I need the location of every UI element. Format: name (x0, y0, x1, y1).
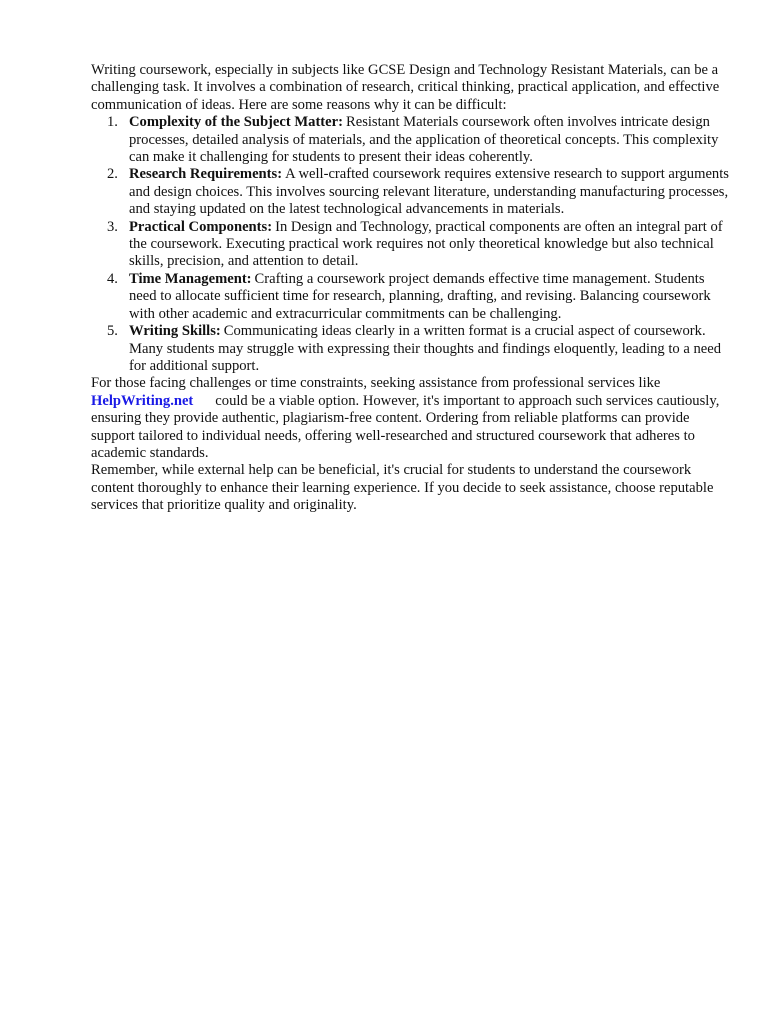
intro-paragraph: Writing coursework, especially in subjects like GCSE Design and Technology Resistant Materials, can be a challenging task. It involves a combination of research, critical thinking, practical application, and effective communication of ideas. Here are some reasons why it can be difficult: (91, 62, 720, 113)
list-item-number: 1. (107, 114, 118, 131)
reasons-list (91, 114, 731, 375)
list-item-number: 4. (107, 270, 118, 287)
assistance-text-before: For those facing challenges or time constraints, seeking assistance from professional services like (91, 375, 661, 392)
list-item (107, 166, 731, 218)
list-item-text: Resistant Materials coursework often involves intricate design processes, detailed analysis of materials, and the application of theoretical concepts. This complexity can make it challenging for students to present their ideas coherently. (129, 114, 719, 166)
list-item-text: Crafting a coursework project demands effective time management. Students need to allocate sufficient time for research, planning, drafting, and revising. Balancing coursework with other academic and extracurricular commitments can be challenging. (129, 270, 711, 322)
list-item-term: Research Requirements: (129, 166, 283, 183)
list-item-term: Complexity of the Subject Matter: (129, 114, 343, 131)
list-item (107, 218, 731, 271)
list-item-number: 3. (107, 218, 118, 235)
assistance-text-after: could be a viable option. However, it's important to approach such services cautiously, ensuring they provide authentic, plagiarism-free content. Ordering from reliable platforms can provide support tailored to individual needs, offering well-researched and structured coursework that adheres to academic standards. (91, 392, 720, 461)
list-item-number: 5. (107, 323, 118, 340)
document-page (91, 62, 731, 515)
list-item (107, 114, 731, 166)
assistance-paragraph (91, 375, 731, 462)
list-item-text: A well-crafted coursework requires extensive research to support arguments and design choices. This involves sourcing relevant literature, understanding manufacturing processes, and staying updated on the latest technological advancements in materials. (129, 166, 729, 218)
list-item (107, 270, 731, 323)
list-item-text: Communicating ideas clearly in a written format is a crucial aspect of coursework. Many students may struggle with expressing their thoughts and findings eloquently, leading to a need for additional support. (129, 323, 722, 374)
list-item-text: In Design and Technology, practical components are often an integral part of the coursework. Executing practical work requires not only theoretical knowledge but also technical skills, precision, and attention to detail. (129, 218, 723, 270)
list-item-number: 2. (107, 166, 118, 183)
list-item-term: Time Management: (129, 270, 252, 287)
closing-paragraph: Remember, while external help can be beneficial, it's crucial for students to understand the coursework content thoroughly to enhance their learning experience. If you decide to seek assistance, choose reputable services that prioritize quality and originality. (91, 462, 714, 514)
list-item-term: Writing Skills: (129, 323, 221, 340)
list-item (107, 323, 731, 375)
list-item-term: Practical Components: (129, 218, 273, 235)
helpwriting-link[interactable]: HelpWriting.net (91, 392, 194, 409)
